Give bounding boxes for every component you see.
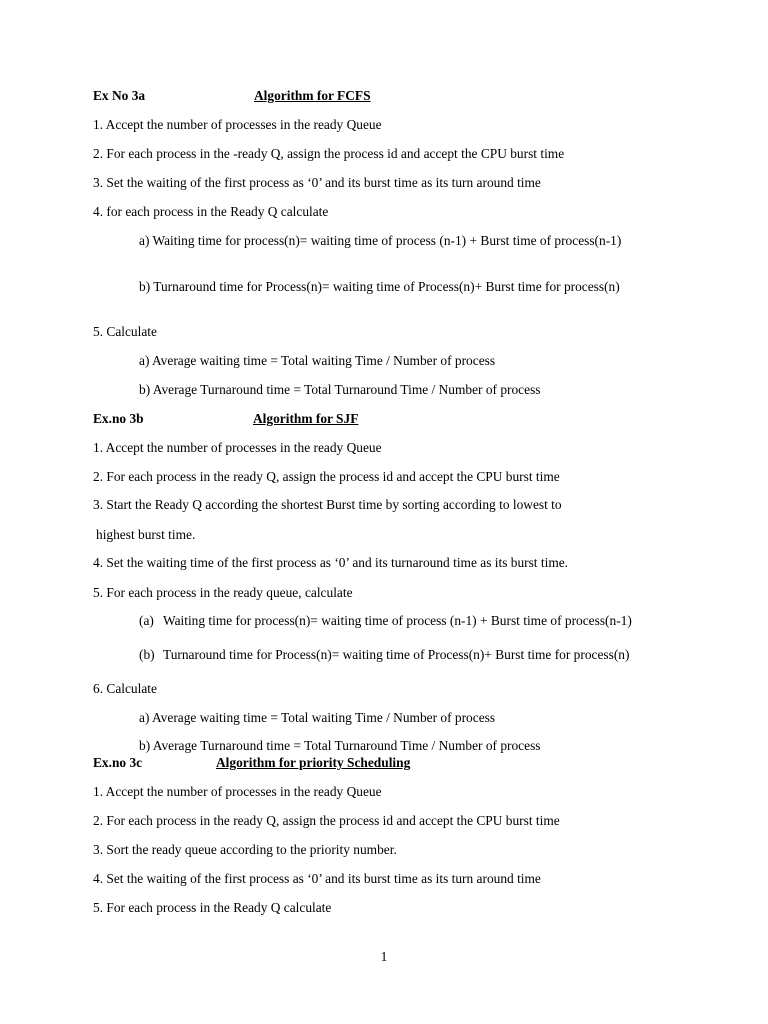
sjf-step-5b-label: (b) — [139, 647, 155, 662]
sjf-step-6a: a) Average waiting time = Total waiting Time / Number of process — [139, 710, 496, 725]
sjf-step-3: 3. Start the Ready Q according the shortest Burst time by sorting according to lowest to — [93, 497, 562, 512]
sjf-step-3-continued: highest burst time. — [96, 527, 196, 542]
fcfs-step-4a: a) Waiting time for process(n)= waiting time of process (n-1) + Burst time of process(n-1) — [139, 233, 622, 248]
sjf-step-6: 6. Calculate — [93, 681, 157, 696]
fcfs-step-5b: b) Average Turnaround time = Total Turnaround Time / Number of process — [139, 382, 541, 397]
priority-step-3: 3. Sort the ready queue according to the priority number. — [93, 842, 397, 857]
fcfs-step-1: 1. Accept the number of processes in the ready Queue — [93, 117, 382, 132]
sjf-step-4: 4. Set the waiting time of the first process as ‘0’ and its turnaround time as its burst time. — [93, 555, 569, 570]
priority-title: Algorithm for priority Scheduling — [216, 755, 411, 770]
priority-step-5: 5. For each process in the Ready Q calculate — [93, 900, 332, 915]
sjf-step-6b: b) Average Turnaround time = Total Turnaround Time / Number of process — [139, 738, 541, 753]
sjf-step-1: 1. Accept the number of processes in the ready Queue — [93, 440, 382, 455]
sjf-step-5: 5. For each process in the ready queue, calculate — [93, 585, 353, 600]
priority-step-4: 4. Set the waiting of the first process as ‘0’ and its burst time as its turn around time — [93, 871, 541, 886]
fcfs-step-4: 4. for each process in the Ready Q calculate — [93, 204, 329, 219]
exno-3b-label: Ex.no 3b — [93, 411, 144, 426]
fcfs-step-5a: a) Average waiting time = Total waiting Time / Number of process — [139, 353, 496, 368]
sjf-title: Algorithm for SJF — [253, 411, 359, 426]
fcfs-step-4b: b) Turnaround time for Process(n)= waiting time of Process(n)+ Burst time for process(n) — [139, 279, 620, 294]
sjf-step-5a-label: (a) — [139, 613, 154, 628]
exno-3c-label: Ex.no 3c — [93, 755, 143, 770]
fcfs-step-2: 2. For each process in the -ready Q, assign the process id and accept the CPU burst time — [93, 146, 565, 161]
priority-step-2: 2. For each process in the ready Q, assign the process id and accept the CPU burst time — [93, 813, 560, 828]
exno-3a-label: Ex No 3a — [93, 88, 146, 103]
fcfs-step-3: 3. Set the waiting of the first process as ‘0’ and its burst time as its turn around time — [93, 175, 541, 190]
priority-step-1: 1. Accept the number of processes in the ready Queue — [93, 784, 382, 799]
page-number: 1 — [380, 949, 388, 964]
sjf-step-2: 2. For each process in the ready Q, assign the process id and accept the CPU burst time — [93, 469, 560, 484]
sjf-step-5a: Waiting time for process(n)= waiting time of process (n-1) + Burst time of process(n-1) — [163, 613, 632, 628]
fcfs-title: Algorithm for FCFS — [254, 88, 371, 103]
sjf-step-5b: Turnaround time for Process(n)= waiting time of Process(n)+ Burst time for process(n) — [163, 647, 630, 662]
fcfs-step-5: 5. Calculate — [93, 324, 157, 339]
